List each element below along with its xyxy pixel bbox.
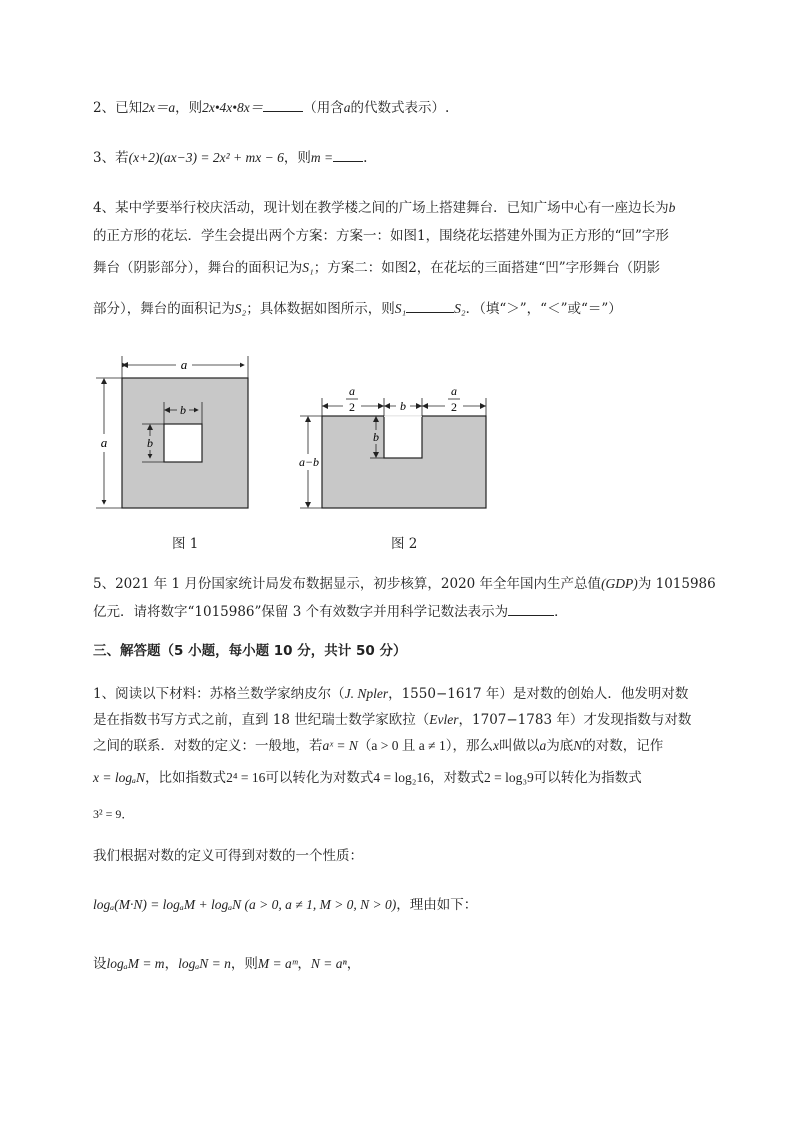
s1-log-example: 4 = log₂16 [373, 770, 430, 785]
s1-var-N: N [573, 738, 583, 753]
s1-line2-text-b: ，1707−1783 年）才发现指数与对数 [458, 712, 692, 728]
fig2-caption: 图 2 [391, 536, 418, 552]
s1-line2-text-a: 是在指数书写方式之前，直到 18 世纪瑞士数学家欧拉（ [93, 712, 430, 728]
s1-line8-text-d: ， [297, 956, 311, 972]
q4-line4-text-a: 部分），舞台的面积记为 [93, 301, 235, 317]
q2-suffix: （用含 [303, 100, 344, 116]
q2-var: a [343, 100, 351, 115]
s1-line4-text-d: 可以转化为指数式 [533, 770, 642, 786]
q4-line4-var: S₂ [234, 301, 247, 316]
q3-mid: ，则 [283, 150, 311, 166]
q4-line4-var2: S₁ [394, 301, 407, 316]
s1-line3-text-e: 的对数，记作 [582, 738, 664, 754]
s1-var-a: a [539, 738, 547, 753]
q2-answer-blank[interactable] [263, 99, 303, 112]
s1-let-n: logₐN = n [178, 956, 231, 971]
s1-log-example-2: 2 = log₃9 [483, 770, 534, 785]
q3-prefix: 3、若 [93, 150, 129, 166]
fig1-inner-square [164, 424, 202, 462]
s1-napier-name: J. Npler [344, 686, 389, 701]
q4-line4-text-b: ；具体数据如图所示，则 [246, 301, 395, 317]
q3-end: . [363, 150, 368, 166]
s1-log-property: logₐ(M·N) = logₐM + logₐN (a > 0, a ≠ 1, M > 0, N > 0) [93, 897, 397, 912]
s1-line-3 [93, 736, 663, 756]
s1-def-cond: （a > 0 且 a ≠ 1） [357, 738, 453, 753]
q5-line2-text-b: ． [554, 604, 568, 620]
question-3 [93, 148, 367, 168]
s1-exp-example: 2⁴ = 16 [226, 770, 266, 785]
fig1-inner-left-label: b [147, 436, 153, 450]
question-2 [93, 98, 449, 118]
q4-line3-text-a: 舞台（阴影部分），舞台的面积记为 [93, 260, 303, 276]
s1-line7-end: ，理由如下： [396, 897, 478, 913]
fig1-top-label: a [180, 357, 188, 372]
fig2-right-frac-num: a [451, 384, 457, 398]
section-3-heading: 三、解答题（5 小题，每小题 10 分，共计 50 分） [93, 643, 407, 659]
q5-line1-text-b: 为 1015986 [637, 576, 716, 592]
q2-end: 的代数式表示）. [350, 100, 450, 116]
s1-line3-text-c: 叫做以 [498, 738, 540, 754]
q3-var: m = [310, 150, 334, 165]
s1-euler-name: Evler [429, 712, 459, 727]
s1-line8-text-c: ，则 [230, 956, 258, 972]
fig2-left-frac-den: 2 [349, 400, 355, 414]
q4-line3-var: S₁ [302, 260, 314, 275]
fig2-inner-left-label: b [373, 430, 379, 444]
q5-answer-blank[interactable] [508, 603, 554, 616]
fig1-inner-top-label: b [180, 403, 186, 417]
q4-line4-text-c: ．（填“＞”，“＜”或“＝”） [465, 301, 622, 317]
q4-answer-blank[interactable] [406, 300, 454, 313]
s1-line1-text-a: 1、阅读以下材料：苏格兰数学家纳皮尔（ [93, 686, 345, 702]
q2-mid: ，则 [175, 100, 203, 116]
fig2-height-label: a−b [298, 455, 320, 469]
s1-line3-text-a: 之间的联系．对数的定义：一般地，若 [93, 738, 323, 754]
figure-2 [296, 380, 496, 515]
s1-line-8 [93, 954, 360, 974]
q2-prefix: 2、已知 [93, 100, 143, 116]
s1-line5-end: ． [121, 807, 134, 821]
s1-line-5 [93, 804, 133, 824]
q4-line2-text: 的正方形的花坛．学生会提出两个方案：方案一：如图1，围绕花坛搭建外围为正方形的“回”字形 [93, 228, 669, 244]
fig1-left-label: a [100, 435, 108, 450]
s1-line-6 [93, 846, 363, 866]
s1-line8-text-e: ， [346, 956, 361, 972]
q3-equation: (x+2)(ax−3) = 2x² + mx − 6 [128, 150, 284, 165]
q5-line2-text-a: 亿元．请将数字“1015986”保留 3 个有效数字并用科学记数法表示为 [93, 604, 509, 620]
fig1-caption: 图 1 [172, 536, 199, 552]
s1-n-eq: N = aⁿ [310, 956, 347, 971]
s1-line3-text-d: 为底 [546, 738, 574, 754]
q4-line3-text-b: ；方案二：如图2，在花坛的三面搭建“凹”字形舞台（阴影 [313, 260, 661, 276]
q2-given: 2x＝a [142, 100, 176, 115]
s1-line6-text: 我们根据对数的定义可得到对数的一个性质： [93, 848, 363, 864]
question-4-line-1 [93, 198, 675, 218]
s1-line8-text-b: ， [164, 956, 179, 972]
q4-line1-text: 4、某中学要举行校庆活动，现计划在教学楼之间的广场上搭建舞台．已知广场中心有一座边长为 [93, 200, 669, 216]
s1-line4-text-a: ，比如指数式 [145, 770, 227, 786]
question-4-line-3 [93, 258, 660, 278]
q4-line4-var3: S₂ [454, 301, 466, 316]
q4-line1-var: b [668, 200, 676, 215]
s1-exp-example-2: 3² = 9 [93, 807, 122, 821]
s1-m-eq: M = aᵐ [257, 956, 298, 971]
s1-line8-text-a: 设 [93, 956, 107, 972]
question-5-line-1 [93, 574, 716, 594]
s1-line-2 [93, 710, 691, 730]
fig2-inner-square [384, 416, 422, 458]
question-4-line-2 [93, 226, 669, 246]
s1-var-x: x [492, 738, 499, 753]
s1-line-4 [93, 768, 642, 788]
q5-line1-text-a: 5、2021 年 1 月份国家统计局发布数据显示，初步核算，2020 年全年国内生产总值 [93, 576, 602, 592]
fig2-mid-label: b [400, 399, 406, 413]
s1-line1-text-b: ，1550−1617 年）是对数的创始人．他发明对数 [388, 686, 689, 702]
s1-line3-text-b: ，那么 [452, 738, 493, 754]
q3-answer-blank[interactable] [333, 149, 363, 162]
figure-1 [92, 352, 262, 522]
s1-line-7 [93, 895, 477, 915]
s1-line4-text-b: 可以转化为对数式 [265, 770, 374, 786]
s1-line-1 [93, 684, 688, 704]
s1-log-def: x = logₐN [93, 770, 146, 785]
question-5-line-2 [93, 602, 568, 622]
s1-def-eq: aˣ = N [322, 738, 358, 753]
q5-gdp: (GDP) [601, 576, 638, 591]
s1-line4-text-c: ，对数式 [429, 770, 484, 786]
q2-expr: 2x•4x•8x＝ [202, 100, 264, 115]
fig2-right-frac-den: 2 [451, 400, 457, 414]
s1-let-m: logₐM = m [106, 956, 165, 971]
question-4-line-4 [93, 299, 622, 319]
fig2-left-frac-num: a [349, 384, 355, 398]
